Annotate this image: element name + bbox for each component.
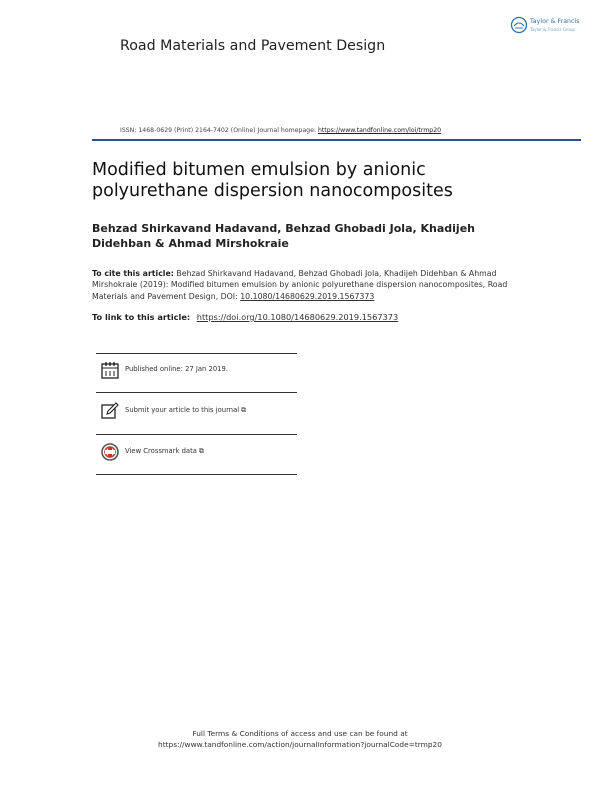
issn-text: ISSN: 1468-0629 (Print) 2164-7402 (Online) Journal homepage: bbox=[120, 127, 316, 134]
external-link-icon: ⧉ bbox=[241, 406, 247, 414]
calendar-icon bbox=[100, 360, 120, 380]
article-doi-url[interactable]: https://doi.org/10.1080/14680629.2019.1567373 bbox=[196, 312, 399, 322]
publisher-logo-name: Taylor & Francis bbox=[530, 18, 580, 25]
crossmark-text: View Crossmark data bbox=[125, 447, 197, 455]
info-divider-1 bbox=[96, 392, 297, 393]
submit-article-item[interactable] bbox=[96, 401, 297, 421]
crossmark-item[interactable] bbox=[96, 442, 297, 462]
published-online-text: Published online: 27 Jan 2019. bbox=[125, 365, 228, 373]
footer-terms-text: Full Terms & Conditions of access and use can be found at bbox=[192, 729, 408, 738]
article-authors: Behzad Shirkavand Hadavand, Behzad Ghobadi Jola, Khadijeh Didehban & Ahmad Mirshokraie bbox=[92, 222, 475, 250]
info-box-bottom-rule bbox=[96, 474, 297, 475]
article-link-line bbox=[92, 312, 398, 322]
issn-line bbox=[120, 127, 441, 134]
submit-article-link[interactable] bbox=[125, 406, 246, 415]
journal-title: Road Materials and Pavement Design bbox=[120, 38, 386, 54]
info-box-top-rule bbox=[96, 353, 297, 354]
journal-homepage-link[interactable]: https://www.tandfonline.com/loi/trmp20 bbox=[317, 127, 442, 134]
footer bbox=[0, 728, 600, 750]
published-online-item bbox=[96, 360, 297, 380]
submit-article-text: Submit your article to this journal bbox=[125, 406, 240, 414]
header-divider bbox=[92, 139, 581, 141]
citation-text: Behzad Shirkavand Hadavand, Behzad Ghobadi Jola, Khadijeh Didehban & Ahmad Mirshokraie (2019): Modified bitumen emulsion by anionic polyurethane dispersion nanocomposites, Road Materials and Pavement Design, DOI: bbox=[92, 269, 508, 301]
article-title: Modified bitumen emulsion by anionic polyurethane dispersion nanocomposites bbox=[92, 160, 453, 201]
crossmark-icon bbox=[100, 442, 120, 462]
footer-terms-url[interactable]: https://www.tandfonline.com/action/journalInformation?journalCode=trmp20 bbox=[158, 740, 442, 749]
article-link-label: To link to this article: bbox=[92, 312, 191, 322]
citation-doi-link[interactable]: 10.1080/14680629.2019.1567373 bbox=[240, 291, 375, 301]
citation-block bbox=[92, 268, 522, 302]
citation-label: To cite this article: bbox=[92, 269, 174, 278]
publisher-logo-subtitle: Taylor & Francis Group bbox=[530, 27, 575, 32]
crossmark-link[interactable] bbox=[125, 447, 204, 456]
edit-icon bbox=[100, 401, 120, 421]
publisher-logo bbox=[510, 16, 586, 38]
publisher-logo-icon bbox=[510, 16, 528, 34]
external-link-icon-2: ⧉ bbox=[198, 447, 204, 455]
info-divider-2 bbox=[96, 434, 297, 435]
